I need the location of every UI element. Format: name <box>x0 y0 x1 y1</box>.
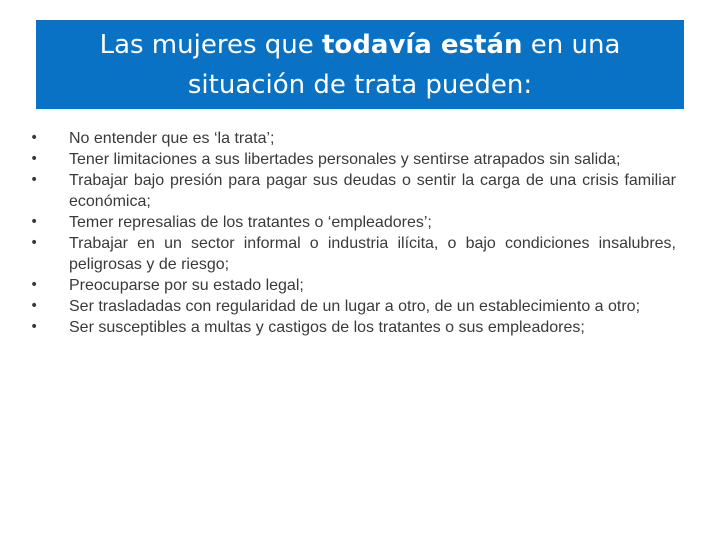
bullet-item <box>30 275 676 296</box>
bullet-item <box>30 317 676 338</box>
bullet-icon: • <box>30 298 39 314</box>
bullet-item <box>30 212 676 233</box>
bullet-text: Tener limitaciones a sus libertades personales y sentirse atrapados sin salida; <box>69 151 621 168</box>
title-part-2: en una situación de trata pueden: <box>187 29 621 100</box>
bullet-icon: • <box>30 235 39 251</box>
title-bold-part: todavía están <box>322 29 523 60</box>
title-part-1: Las mujeres que <box>99 29 322 60</box>
bullet-text: Preocuparse por su estado legal; <box>69 277 304 294</box>
bullet-item <box>30 296 676 317</box>
bullet-icon: • <box>30 151 39 167</box>
bullet-text: Trabajar en un sector informal o industria ilícita, o bajo condiciones insalubres, peligrosas y de riesgo; <box>69 235 676 273</box>
bullet-text: Ser susceptibles a multas y castigos de los tratantes o sus empleadores; <box>69 319 585 336</box>
title-banner <box>36 20 684 109</box>
bullet-icon: • <box>30 130 39 146</box>
bullet-icon: • <box>30 277 39 293</box>
bullet-text: Ser trasladadas con regularidad de un lugar a otro, de un establecimiento a otro; <box>69 298 641 315</box>
bullet-text: Temer represalias de los tratantes o ‘empleadores’; <box>69 214 432 231</box>
bullet-item <box>30 170 676 212</box>
bullet-icon: • <box>30 319 39 335</box>
bullet-item <box>30 149 676 170</box>
bullet-list <box>30 128 676 338</box>
bullet-text: No entender que es ‘la trata’; <box>69 130 275 147</box>
bullet-text: Trabajar bajo presión para pagar sus deudas o sentir la carga de una crisis familiar económica; <box>69 172 676 210</box>
slide-title <box>60 25 660 105</box>
bullet-item <box>30 233 676 275</box>
bullet-item <box>30 128 676 149</box>
bullet-icon: • <box>30 172 39 188</box>
bullet-icon: • <box>30 214 39 230</box>
